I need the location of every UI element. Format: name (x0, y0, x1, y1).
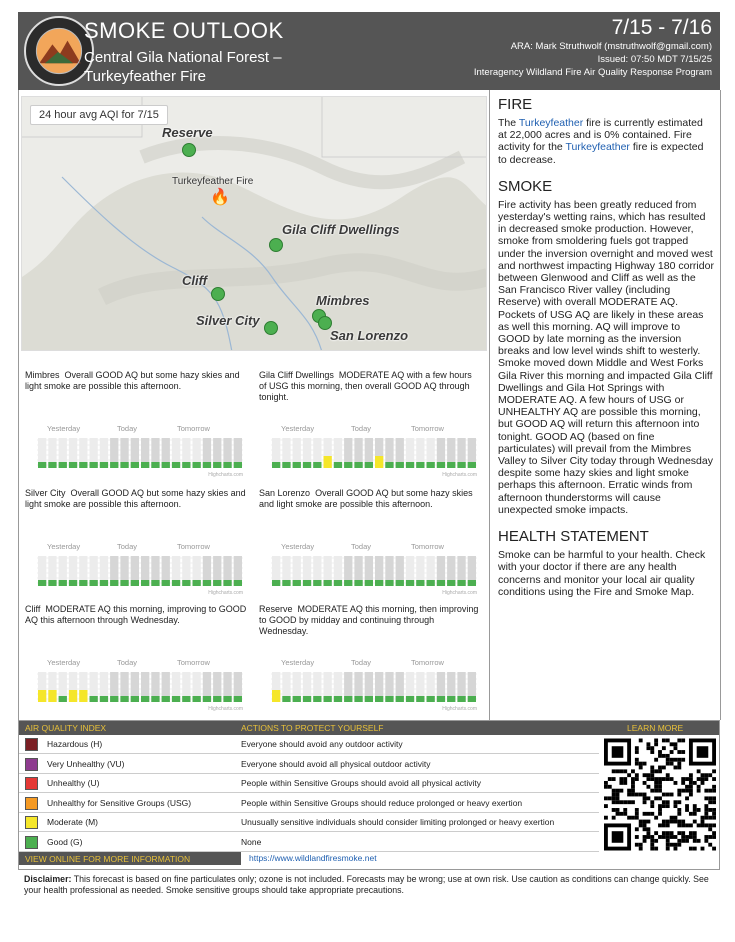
page-title: SMOKE OUTLOOK (84, 18, 284, 43)
site-forecast-cliff (25, 604, 247, 650)
fire-text-part: fire is currently estimated at 22,000 acres and is 0% contained. Fire activity for the (498, 117, 703, 154)
aqi-category: Moderate (M) (47, 817, 99, 827)
day-label: Yesterday (281, 542, 315, 551)
aqi-bar (406, 580, 414, 586)
aqi-bar-chart (271, 670, 477, 704)
aqi-bar (272, 690, 280, 702)
aqi-bar (375, 696, 383, 702)
aqi-bar-chart (37, 554, 243, 588)
aqi-color-swatch (25, 797, 38, 810)
aqi-bar (416, 462, 424, 468)
site-name: Gila Cliff Dwellings (259, 370, 334, 380)
health-section-text: Smoke can be harmful to your health. Check with your doctor if there are any health concerns and monitor your local air quality conditions using the Fire and Smoke Map. (498, 549, 706, 598)
aqi-bar (385, 580, 393, 586)
aqi-bar (468, 580, 476, 586)
aqi-bar (172, 696, 180, 702)
disclaimer-label: Disclaimer: (24, 874, 72, 884)
site-text: MODERATE AQ with a few hours of USG this morning, then overall GOOD AQ through tonight. (259, 370, 472, 402)
aqi-chart-cliff (37, 658, 243, 714)
site-text: Overall GOOD AQ but some hazy skies and light smoke are possible this afternoon. (25, 488, 246, 509)
aqi-action: None (241, 836, 262, 847)
aqi-bar (396, 696, 404, 702)
site-name: Mimbres (25, 370, 60, 380)
aqi-bar (59, 696, 67, 702)
site-name: Silver City (25, 488, 66, 498)
aqi-bar (48, 580, 56, 586)
aqi-bar (48, 462, 56, 468)
site-text: Overall GOOD AQ but some hazy skies and light smoke are possible this afternoon. (25, 370, 240, 391)
chart-credit: Highcharts.com (442, 590, 477, 596)
day-label: Tomorrow (177, 658, 210, 667)
aqi-category: Hazardous (H) (47, 739, 103, 749)
aqi-bar (141, 696, 149, 702)
day-label: Tomorrow (411, 542, 444, 551)
aqi-bar (457, 462, 465, 468)
aqi-bar (385, 462, 393, 468)
aqi-action: People within Sensitive Groups should avoid all physical activity (241, 778, 482, 788)
aqi-bar (110, 580, 118, 586)
aqi-bar (100, 462, 108, 468)
aqi-bar (354, 696, 362, 702)
aqi-bar (344, 696, 352, 702)
aqi-bar (385, 696, 393, 702)
aqi-bar (313, 696, 321, 702)
aqi-bar (182, 580, 190, 586)
day-label: Tomorrow (177, 542, 210, 551)
health-section-title: HEALTH STATEMENT (498, 528, 649, 546)
site-description (25, 370, 247, 416)
aqi-bar (193, 580, 201, 586)
day-label: Today (351, 542, 372, 551)
aqi-bar (100, 580, 108, 586)
aqi-color-swatch (25, 836, 38, 849)
aqi-legend-table (18, 720, 720, 870)
aqi-bar (416, 580, 424, 586)
aqi-bar (457, 580, 465, 586)
aqi-bar (293, 696, 301, 702)
aqi-bar (272, 462, 280, 468)
aqi-bar (303, 462, 311, 468)
aqi-bar (203, 462, 211, 468)
fire-section-title: FIRE (498, 96, 533, 113)
aqi-row (19, 755, 599, 774)
aqi-bar (193, 462, 201, 468)
issued-time: Issued: 07:50 MDT 7/15/25 (597, 54, 712, 65)
site-description (259, 488, 481, 534)
map-legend-label: 24 hour avg AQI for 7/15 (30, 105, 168, 125)
day-label: Today (117, 542, 138, 551)
aqi-bar (324, 456, 332, 468)
aqi-bar (203, 696, 211, 702)
aqi-bar (447, 462, 455, 468)
aqi-marker-silver-city (264, 321, 278, 335)
aqi-bar (313, 462, 321, 468)
site-forecast-mimbres (25, 370, 247, 416)
site-text: MODERATE AQ this morning, then improving to GOOD by midday and continuing through Wednesday. (259, 604, 479, 636)
aqi-row (19, 833, 599, 852)
aqi-color-swatch (25, 738, 38, 751)
aqi-bar (182, 696, 190, 702)
place-label-reserve: Reserve (162, 125, 213, 140)
aqi-table-header (19, 721, 719, 735)
place-label-gila-cliff-dwellings: Gila Cliff Dwellings (282, 222, 400, 237)
aqi-bar-chart (271, 436, 477, 470)
aqi-bar (375, 580, 383, 586)
aqi-bar (334, 580, 342, 586)
aqi-chart-silver-city (37, 542, 243, 598)
aqi-row (19, 774, 599, 793)
day-label: Yesterday (281, 424, 315, 433)
aqi-bar (468, 696, 476, 702)
aqi-bar (131, 462, 139, 468)
aqi-bar (396, 462, 404, 468)
aqi-bar (293, 580, 301, 586)
day-label: Today (351, 658, 372, 667)
day-label: Yesterday (281, 658, 315, 667)
aqi-marker-reserve (182, 143, 196, 157)
aqi-map (21, 96, 487, 351)
aqi-bar (427, 580, 435, 586)
aqi-bar (141, 580, 149, 586)
aqi-action: People within Sensitive Groups should reduce prolonged or heavy exertion (241, 797, 523, 808)
day-label: Today (117, 658, 138, 667)
subtitle-location: Central Gila National Forest – (84, 49, 282, 66)
aqi-bar (223, 462, 231, 468)
aqi-bar (365, 696, 373, 702)
site-forecast-silver-city (25, 488, 247, 534)
aqi-bar (79, 690, 87, 702)
aqi-bar (151, 696, 159, 702)
aqi-bar (375, 456, 383, 468)
view-online-banner: VIEW ONLINE FOR MORE INFORMATION (19, 852, 241, 865)
fire-label: Turkeyfeather Fire (172, 176, 254, 187)
forecast-dates: 7/15 - 7/16 (611, 16, 712, 39)
chart-credit: Highcharts.com (442, 472, 477, 478)
aqi-chart-san-lorenzo (271, 542, 477, 598)
day-label: Today (117, 424, 138, 433)
aqi-bar (151, 580, 159, 586)
aqi-bar (324, 580, 332, 586)
aqi-bar (110, 696, 118, 702)
fire-name-link[interactable]: Turkeyfeather (518, 117, 584, 129)
aqi-bar (344, 580, 352, 586)
place-label-cliff: Cliff (182, 273, 208, 288)
place-label-san-lorenzo: San Lorenzo (330, 328, 409, 343)
day-label: Tomorrow (411, 658, 444, 667)
aqi-bar (406, 462, 414, 468)
aqi-bar (131, 696, 139, 702)
aqi-category: Unhealthy (U) (47, 778, 100, 788)
main-content (18, 90, 720, 720)
aqi-marker-cliff (211, 287, 225, 301)
aqi-color-swatch (25, 758, 38, 771)
aqi-bar (282, 580, 290, 586)
aqi-bar (100, 696, 108, 702)
smoke-outlook-page (18, 12, 720, 895)
chart-credit: Highcharts.com (208, 472, 243, 478)
aqi-bar (162, 462, 170, 468)
aqi-bar (110, 462, 118, 468)
chart-credit: Highcharts.com (208, 590, 243, 596)
aqi-category: Unhealthy for Sensitive Groups (USG) (47, 797, 192, 808)
aqi-header-index: AIR QUALITY INDEX (25, 723, 107, 733)
aqi-bar (234, 462, 242, 468)
aqi-bar (223, 580, 231, 586)
day-label: Today (351, 424, 372, 433)
aqi-bar (468, 462, 476, 468)
day-label: Yesterday (47, 542, 81, 551)
header (18, 12, 720, 90)
aqi-bar (447, 580, 455, 586)
aqi-bar (303, 696, 311, 702)
aqi-chart-mimbres (37, 424, 243, 480)
aqi-bar (38, 690, 46, 702)
aqi-marker-gila-cliff-dwellings (269, 238, 283, 252)
aqi-row (19, 794, 599, 813)
aqi-bar (354, 462, 362, 468)
aqi-bar (324, 696, 332, 702)
aqi-bar (282, 696, 290, 702)
fire-text-part: The (498, 117, 519, 129)
aqi-bar (120, 696, 128, 702)
fire-icon: 🔥 (210, 189, 230, 206)
day-label: Tomorrow (411, 424, 444, 433)
aqi-bar (365, 580, 373, 586)
aqi-bar (141, 462, 149, 468)
site-text: Overall GOOD AQ but some hazy skies and light smoke are possible this afternoon. (259, 488, 473, 509)
aqi-bar (282, 462, 290, 468)
aqi-category: Very Unhealthy (VU) (47, 758, 125, 769)
aqi-bar (172, 580, 180, 586)
wildland-smoke-link[interactable]: https://www.wildlandfiresmoke.net (249, 853, 377, 863)
aqi-row (19, 735, 599, 754)
aqi-bar (437, 696, 445, 702)
aqi-bar (234, 696, 242, 702)
aqi-bar (69, 580, 77, 586)
aqi-bar (272, 580, 280, 586)
day-label: Tomorrow (177, 424, 210, 433)
aqi-bar (213, 580, 221, 586)
smoke-section-title: SMOKE (498, 177, 553, 195)
aqi-bar (344, 462, 352, 468)
aqi-action: Everyone should avoid any outdoor activity (241, 739, 403, 749)
site-description (25, 604, 247, 650)
aqi-bar (162, 696, 170, 702)
aqi-bar (69, 690, 77, 702)
aqi-bar (437, 580, 445, 586)
aqi-bar (59, 462, 67, 468)
site-name: Reserve (259, 604, 293, 614)
fire-name-link[interactable]: Turkeyfeather (565, 141, 630, 154)
disclaimer-text: This forecast is based on fine particulates only; ozone is not included. Forecasts may be wrong; use at own risk. Use caution as conditions can change quickly. See your health professional as needed. Smoke sensitive groups should take appropriate precautions. (24, 874, 709, 895)
day-label: Yesterday (47, 424, 81, 433)
aqi-bar (457, 696, 465, 702)
aqi-bar (172, 462, 180, 468)
aqi-action: Unusually sensitive individuals should consider limiting prolonged or heavy exertion (241, 817, 555, 827)
aqi-bar (354, 580, 362, 586)
aqi-bar (69, 462, 77, 468)
aqi-bar (234, 580, 242, 586)
aqi-action: Everyone should avoid all physical outdoor activity (241, 758, 431, 769)
aqi-bar (223, 696, 231, 702)
fire-section-text (498, 117, 714, 166)
site-forecast-reserve (259, 604, 481, 650)
aqi-row (19, 813, 599, 832)
aqi-bar (447, 696, 455, 702)
site-name: Cliff (25, 604, 41, 614)
aqi-bar (193, 696, 201, 702)
aqi-color-swatch (25, 777, 38, 790)
aqi-bar (213, 696, 221, 702)
narrative-column (489, 90, 721, 720)
qr-code[interactable] (604, 737, 716, 852)
aqi-bar (303, 580, 311, 586)
aqi-bar (182, 462, 190, 468)
place-label-silver-city: Silver City (196, 313, 260, 328)
aqi-bar (293, 462, 301, 468)
aqi-bar (162, 580, 170, 586)
aqi-header-learn-more: LEARN MORE (627, 723, 684, 733)
aqi-bar (416, 696, 424, 702)
aqi-bar (59, 580, 67, 586)
aqi-bar (213, 462, 221, 468)
aqi-bar (79, 462, 87, 468)
aqi-bar (120, 462, 128, 468)
day-label: Yesterday (47, 658, 81, 667)
site-description (25, 488, 247, 534)
aqi-color-swatch (25, 816, 38, 829)
aqi-chart-gila-cliff-dwellings (271, 424, 477, 480)
site-forecast-san-lorenzo (259, 488, 481, 534)
aqi-bar (79, 580, 87, 586)
aqi-bar (396, 580, 404, 586)
chart-credit: Highcharts.com (442, 706, 477, 712)
aqi-bar (48, 690, 56, 702)
aqi-chart-reserve (271, 658, 477, 714)
aqi-bar (437, 462, 445, 468)
subtitle-fire: Turkeyfeather Fire (84, 68, 206, 85)
aqi-bar (90, 462, 98, 468)
disclaimer (24, 874, 714, 895)
aqi-bar-chart (271, 554, 477, 588)
aqi-bar (90, 696, 98, 702)
aqi-bar (38, 462, 46, 468)
aqi-bar (406, 696, 414, 702)
aqi-bar (334, 462, 342, 468)
aqi-bar (427, 696, 435, 702)
ara-contact: ARA: Mark Struthwolf (mstruthwolf@gmail.com) (510, 41, 712, 52)
aqi-bar (90, 580, 98, 586)
smoke-section-text: Fire activity has been greatly reduced from yesterday's wetting rains, which has resulted in decreased smoke production. However, smoke from smoldering fuels got trapped under the inversion overnight and moved west and northwest impacting Highway 180 corridor between Glenwood and Cliff as well as the San Francisco River valley (including Reserve) with overall MODERATE AQ. Pockets of USG AQ are likely in these areas as well this morning. AQ will improve to GOOD by late morning as the inversion breaks and low level winds shift to westerly. Smoke moved down Middle and West Forks Gila River this morning and impacted Gila Cliff Dwellings and Gila Hot Springs with MODERATE AQ. A few hours of USG or UNHEALTHY AQ are possible this morning, but GOOD AQ will return this afternoon into tonight. GOOD AQ (based on fine particulates) will prevail from the Mimbres Valley to Silver City today through Wednesday despite some hazy skies and light smoke perhaps this afternoon. Erratic winds from afternoon thunderstorms will cause unexpected smoke impacts. (498, 198, 714, 516)
aqi-category: Good (G) (47, 836, 83, 847)
aqi-header-actions: ACTIONS TO PROTECT YOURSELF (241, 723, 384, 733)
aqi-marker-san-lorenzo (318, 316, 332, 330)
site-name: San Lorenzo (259, 488, 311, 498)
aqi-bar (365, 462, 373, 468)
fire-text-part: fire is expected to decrease. (498, 141, 704, 166)
site-text: MODERATE AQ this morning, improving to GOOD AQ this afternoon through Wednesday. (25, 604, 247, 625)
aqi-bar-chart (37, 436, 243, 470)
chart-credit: Highcharts.com (208, 706, 243, 712)
site-description (259, 370, 481, 416)
place-label-mimbres: Mimbres (316, 293, 370, 308)
aqi-bar (313, 580, 321, 586)
aqi-bar-chart (37, 670, 243, 704)
aqi-bar (334, 696, 342, 702)
aqi-bar (120, 580, 128, 586)
aqi-bar (131, 580, 139, 586)
site-forecast-gila-cliff-dwellings (259, 370, 481, 416)
aqi-bar (38, 580, 46, 586)
program-name: Interagency Wildland Fire Air Quality Response Program (473, 67, 712, 78)
site-description (259, 604, 481, 650)
aqi-bar (151, 462, 159, 468)
aqi-bar (203, 580, 211, 586)
aqi-bar (427, 462, 435, 468)
